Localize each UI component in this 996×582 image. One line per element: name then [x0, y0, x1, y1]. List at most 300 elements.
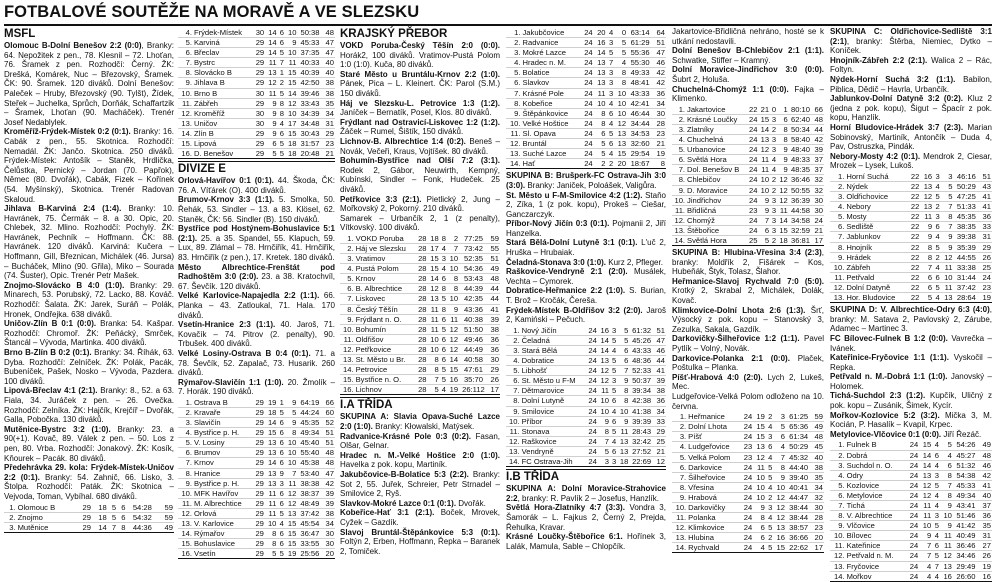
table-cell: 34: [653, 98, 666, 108]
table-cell: 28:64: [954, 293, 980, 303]
table-cell: 55:40: [297, 448, 322, 458]
table-cell: 77:25: [459, 234, 488, 244]
table-cell: 4.: [178, 428, 193, 438]
table-cell: 10.: [830, 531, 846, 541]
table-cell: 2.: [506, 38, 522, 48]
table-cell: 13: [614, 139, 627, 149]
table-cell: 9: [617, 376, 629, 386]
team-name: Velká Polom: [687, 452, 740, 462]
table-row: [178, 58, 335, 68]
table-cell: 8: [940, 490, 953, 500]
table-cell: 6: [932, 541, 940, 551]
match-report: FC Bílovec-Fulnek B 1:2 (0:0). Vavrečka – Ivánek.: [830, 333, 992, 353]
table-row: [340, 365, 500, 375]
team-name: Bohumín: [355, 324, 416, 334]
table-cell: 61:29: [627, 38, 653, 48]
table-row: [672, 124, 824, 134]
match-report: SKUPINA A: Dolní Moravice-Strahovice 2:2, branky: R. Pavlík 2 – Josefus, Hanzlík.: [506, 484, 666, 503]
table-cell: 13: [265, 68, 277, 78]
table-cell: 38: [323, 88, 336, 98]
table-cell: 22: [908, 232, 921, 242]
table-cell: 29: [252, 539, 264, 549]
table-row: [178, 98, 335, 108]
team-name: Dobrá: [846, 450, 907, 460]
table-cell: 7: [932, 561, 940, 571]
table-cell: 28: [415, 254, 427, 264]
table-cell: 24: [906, 521, 919, 531]
table-cell: 20: [322, 549, 335, 559]
table-cell: 6: [277, 488, 284, 498]
match-report: SKUPINA A: Slavia Opava-Suché Lazce 2:0 (1:0). Branky: Kłowalski, Matýsek.: [340, 412, 500, 431]
table-cell: 5: [607, 128, 615, 138]
table-cell: 30: [253, 108, 265, 118]
match-report: Metylovice-Vlčovice 0:1 (0:0). Jiří Řezáč.: [830, 429, 982, 439]
table-cell: 9: [758, 195, 770, 205]
table-cell: 6: [278, 38, 285, 48]
table-cell: 35: [323, 98, 336, 108]
table-cell: 5: [265, 149, 277, 159]
table-cell: 15: [758, 114, 770, 124]
match-reports: [830, 27, 992, 171]
table-cell: 12: [598, 376, 610, 386]
table-cell: 51:33: [954, 202, 980, 212]
table-cell: 4: [440, 264, 447, 274]
table-cell: 4: [919, 561, 932, 571]
table-cell: 8: [594, 108, 607, 118]
table-cell: 12: [447, 344, 459, 354]
table-row: [506, 446, 666, 456]
table-cell: 27:52: [629, 446, 653, 456]
table-cell: 47: [323, 48, 336, 58]
table-cell: 52: [322, 418, 335, 428]
table-cell: 2: [771, 235, 777, 245]
table-row: [830, 262, 992, 272]
table-cell: 7: [447, 243, 459, 253]
table-cell: 50:29: [954, 182, 980, 192]
table-cell: 9.: [672, 492, 687, 502]
team-name: Čeladná: [521, 335, 586, 345]
table-cell: 5: [617, 335, 629, 345]
table-cell: 11: [941, 262, 954, 272]
table-cell: 29: [252, 549, 264, 559]
table-cell: 7: [773, 452, 786, 462]
table-cell: 24: [906, 470, 919, 480]
table-cell: 6: [753, 523, 766, 533]
table-cell: 39:38: [954, 232, 980, 242]
table-cell: 40:58: [459, 355, 488, 365]
table-cell: 38:44: [786, 503, 811, 513]
table-cell: 3: [933, 212, 941, 222]
match-title: Bystřice pod Hostýnem-Bohuslavice 5:1 (2:1).: [178, 224, 335, 243]
table-cell: 5: [611, 335, 617, 345]
team-name: Příbor: [521, 416, 586, 426]
table-cell: 30: [322, 529, 335, 539]
table-cell: 5.: [178, 38, 193, 48]
standings-table: [4, 503, 174, 533]
table-row: [672, 235, 824, 245]
table-cell: 37: [979, 501, 992, 511]
table-row: [830, 222, 992, 232]
table-cell: 10: [919, 521, 932, 531]
table-cell: 7: [941, 202, 954, 212]
table-cell: 6: [617, 346, 629, 356]
table-cell: 24: [747, 135, 759, 145]
team-name: Český Těšín: [355, 304, 416, 314]
table-cell: 51: [979, 172, 992, 182]
table-cell: 24: [581, 98, 594, 108]
table-cell: 11.: [506, 128, 522, 138]
table-row: [506, 38, 666, 48]
table-cell: 2: [771, 124, 777, 134]
table-cell: 11: [428, 324, 440, 334]
table-row: [340, 334, 500, 344]
team-name: Suché Lazce: [522, 149, 581, 159]
match-report: Háj ve Slezsku-L. Petrovice 1:3 (1:2). Janíček – Bernatík, Posel, Klos. 80 diváků.: [340, 98, 500, 118]
table-cell: 24: [741, 412, 754, 422]
table-cell: 36:39: [789, 195, 812, 205]
table-cell: 52:33: [629, 366, 653, 376]
table-cell: 21: [654, 446, 666, 456]
table-cell: 5: [611, 366, 617, 376]
table-cell: 14: [594, 48, 607, 58]
table-cell: 24: [747, 145, 759, 155]
table-cell: 54:26: [953, 440, 979, 450]
table-cell: 5: [440, 375, 447, 385]
table-cell: 37:35: [297, 48, 322, 58]
table-cell: 29: [979, 242, 992, 252]
table-row: [506, 376, 666, 386]
column-4: [506, 27, 667, 551]
table-cell: 42:41: [627, 98, 653, 108]
match-report: Horní Bludovice-Hrádek 3:7 (2:3). Marian Sobinovský, Martiník, Antončík – Duda 4, Pav, Ostruszka, Pindák.: [830, 122, 992, 152]
match-report: Heřmanice-Slavoj Rychvald 7:0 (5:0). Krotký 2, Skrabal 2, Michálek, Dolák, Kovač.: [672, 276, 824, 306]
table-cell: 14: [265, 48, 277, 58]
table-cell: 22: [908, 282, 921, 292]
team-name: Krásné Loučky: [686, 114, 747, 124]
table-cell: 8: [428, 355, 440, 365]
match-title: FC Bílovec-Fulnek B 1:2 (0:0).: [830, 333, 948, 343]
table-cell: 12: [428, 284, 440, 294]
match-report: Kobeřice-Hať 3:1 (2:1). Boček, Mrovek, Cyžek – Gazdík.: [340, 508, 500, 527]
table-cell: 23: [653, 128, 666, 138]
table-cell: 29: [252, 448, 264, 458]
table-cell: 7.: [178, 58, 193, 68]
table-cell: 29: [253, 139, 265, 149]
table-cell: 10: [285, 108, 297, 118]
match-title: Stará Bělá-Dolní Lutyně 3:1 (0:1).: [506, 238, 638, 248]
table-cell: 47: [322, 468, 335, 478]
standings-table: [672, 412, 824, 553]
table-cell: 16.: [178, 549, 193, 559]
table-cell: 4: [933, 262, 941, 272]
table-row: [506, 108, 666, 118]
table-cell: 40:33: [297, 58, 322, 68]
match-report: Ludgeřovice-Velká Polom odloženo na 10. června.: [672, 391, 824, 411]
table-cell: 15: [285, 539, 297, 549]
table-cell: 8: [265, 529, 277, 539]
table-cell: 4: [766, 513, 774, 523]
table-row: [672, 165, 824, 175]
table-cell: 28: [415, 344, 427, 354]
table-cell: 10: [753, 472, 766, 482]
table-cell: 25: [747, 235, 759, 245]
team-name: Hor. Bludovice: [845, 293, 907, 303]
table-cell: 11: [428, 304, 440, 314]
table-row: [672, 503, 824, 513]
table-cell: 32: [812, 175, 824, 185]
table-cell: 36: [653, 88, 666, 98]
match-report: Jablunkov-Dolní Datyně 3:2 (0:2). Kluz 2 (jedna z pok. kopu), Šigut – Špacír z pok. kopu, Hanzlík.: [830, 94, 992, 123]
table-row: [672, 472, 824, 482]
column-2: [178, 27, 336, 559]
table-cell: 29: [76, 522, 92, 532]
table-cell: 33: [654, 416, 666, 426]
table-cell: 2: [594, 159, 607, 169]
table-row: [672, 543, 824, 553]
table-row: [4, 522, 174, 532]
table-cell: 29:54: [627, 149, 653, 159]
table-cell: 22: [908, 242, 921, 252]
table-cell: 55:30: [627, 58, 653, 68]
match-report: Mořkov-Kozlovice 5:2 (3:2). Mička 3, M. Kocián, P. Hasalík – Kvapil, Krpec.: [830, 410, 992, 430]
table-cell: 31: [979, 232, 992, 242]
team-name: Hnojník: [845, 242, 907, 252]
table-cell: 23: [747, 205, 759, 215]
table-cell: 24: [581, 128, 594, 138]
table-cell: 36: [979, 212, 992, 222]
table-cell: 24: [581, 118, 594, 128]
table-cell: 60: [322, 407, 335, 417]
table-cell: 13: [941, 293, 954, 303]
table-cell: 24: [747, 215, 759, 225]
team-name: Bystřice p. H.: [193, 478, 252, 488]
table-cell: 29: [76, 503, 92, 513]
table-cell: 7: [598, 436, 610, 446]
table-cell: 24: [741, 432, 754, 442]
table-cell: 6: [440, 314, 447, 324]
table-cell: 6: [940, 460, 953, 470]
table-cell: 5: [277, 549, 284, 559]
table-cell: 24: [741, 492, 754, 502]
table-cell: 13.: [830, 561, 846, 571]
table-cell: 30: [253, 88, 265, 98]
table-cell: 6: [617, 356, 629, 366]
table-cell: 35:39: [954, 242, 980, 252]
table-cell: 10: [614, 98, 627, 108]
match-report: Brumov-Krnov 3:3 (1:1). 5. Smolka, 50. Řehák, 53. Sindler – 13. a 83. Klösel, 62. Staněk, ČK: 56. Sindler (B). 150 diváků.: [178, 195, 336, 224]
table-cell: 4: [933, 182, 941, 192]
table-cell: 5: [440, 324, 447, 334]
table-cell: 6: [277, 498, 284, 508]
table-cell: 4.: [672, 135, 686, 145]
table-cell: 9: [941, 242, 954, 252]
table-cell: 6.: [506, 376, 521, 386]
table-cell: 9: [447, 304, 459, 314]
match-title: Chuchelná-Chomýž 1:1 (0:0).: [672, 84, 789, 94]
team-name: Hrabová: [687, 492, 740, 502]
section-heading-ib-trida: I.B TŘÍDA: [506, 469, 666, 483]
table-row: [506, 128, 666, 138]
table-cell: 41: [488, 304, 500, 314]
table-cell: 29:49: [953, 561, 979, 571]
table-cell: 5.: [830, 480, 846, 490]
section-heading-msfl: MSFL: [4, 28, 36, 40]
table-cell: 10.: [506, 416, 521, 426]
table-cell: 12: [919, 480, 932, 490]
table-cell: 10: [940, 511, 953, 521]
table-cell: 3: [941, 172, 954, 182]
table-cell: 6: [277, 458, 284, 468]
table-row: [340, 314, 500, 324]
team-name: D. Benešov: [193, 149, 253, 159]
table-cell: 18: [92, 503, 108, 513]
table-cell: 5.: [506, 366, 521, 376]
table-cell: 2.: [506, 335, 521, 345]
table-cell: 12: [285, 488, 297, 498]
table-cell: 12: [919, 490, 932, 500]
table-cell: 18: [285, 149, 297, 159]
match-title: Hnojník-Zábřeh 2:2 (2:1).: [830, 55, 928, 65]
table-cell: 2.: [4, 512, 17, 522]
table-cell: 73:42: [459, 243, 488, 253]
team-name: Kroměříž: [193, 108, 253, 118]
team-name: Bystrc: [193, 58, 253, 68]
table-cell: 28:43: [629, 426, 653, 436]
team-name: Ludgeřovice: [687, 442, 740, 452]
table-cell: 3: [932, 511, 940, 521]
team-name: Kobeřice: [522, 98, 581, 108]
table-cell: 6.: [340, 284, 355, 294]
table-row: [178, 478, 335, 488]
standings-table: [178, 28, 335, 159]
table-row: [830, 521, 992, 531]
table-cell: 29: [252, 519, 264, 529]
table-cell: 19: [653, 149, 666, 159]
table-cell: 14: [92, 522, 108, 532]
table-cell: 13: [614, 128, 627, 138]
table-cell: 9: [277, 468, 284, 478]
team-name: Šilheřovice: [687, 472, 740, 482]
team-name: Jindřichov: [686, 195, 747, 205]
table-cell: 10: [758, 185, 770, 195]
table-cell: 3: [611, 457, 617, 467]
table-row: [672, 492, 824, 502]
match-report: Čeladná-Stonava 3:0 (1:0). Kurz 2, Pfleger.: [506, 257, 663, 267]
table-cell: 8: [753, 513, 766, 523]
table-cell: 2.: [830, 182, 845, 192]
team-name: Bolatice: [522, 68, 581, 78]
match-report: Jakartovice-Břidličná nehráno, hosté se k utkání nedostavili.: [672, 27, 824, 46]
table-cell: 6: [440, 274, 447, 284]
table-cell: 3: [771, 195, 777, 205]
team-name: Dolní Lutyně: [521, 396, 586, 406]
table-cell: 10.: [506, 118, 522, 128]
table-cell: 34:58: [789, 215, 812, 225]
table-cell: 3: [771, 145, 777, 155]
match-title: Lichnov-B. Albrechtice 1:4 (0:2).: [340, 136, 466, 146]
table-cell: 31: [979, 531, 992, 541]
match-title: SKUPINA B: Hlubina-Vřesina 3:4 (2:3): [672, 248, 822, 258]
table-cell: 50:37: [629, 376, 653, 386]
table-cell: 3: [766, 503, 774, 513]
team-name: Zlatníky: [686, 124, 747, 134]
standings-table: [506, 326, 666, 467]
table-row: [340, 284, 500, 294]
match-report: Stará Bělá-Dolní Lutyně 3:1 (0:1). L'uč 2, Hruška – Hrubaiak.: [506, 238, 666, 258]
table-cell: 12: [285, 498, 297, 508]
table-cell: 8.: [178, 468, 193, 478]
table-cell: 2: [766, 412, 774, 422]
team-name: Klimkovice: [687, 523, 740, 533]
table-cell: 3: [771, 114, 777, 124]
table-row: [340, 294, 500, 304]
table-cell: 8: [777, 135, 789, 145]
table-cell: 1.: [830, 172, 845, 182]
table-cell: 33:55: [297, 539, 322, 549]
table-cell: 18: [92, 512, 108, 522]
table-cell: 24: [581, 28, 594, 38]
table-cell: 61:34: [786, 432, 811, 442]
table-cell: 11: [447, 314, 459, 324]
team-name: Ostrava B: [193, 398, 252, 408]
table-cell: 10.: [178, 488, 193, 498]
table-cell: 15: [919, 440, 932, 450]
table-cell: 5: [920, 293, 933, 303]
table-row: [506, 68, 666, 78]
table-cell: 9: [940, 501, 953, 511]
match-report: Píšť-Hrabová 4:0 (2:0). Lych 2, Lukeš, Mec.: [672, 372, 824, 392]
table-cell: 9: [265, 98, 277, 108]
table-cell: 2: [771, 175, 777, 185]
table-cell: 1: [277, 398, 284, 408]
table-row: [178, 407, 335, 417]
table-cell: 29: [76, 512, 92, 522]
table-cell: 24: [906, 571, 919, 581]
match-report: Hnojník-Zábřeh 2:2 (2:1). Walica 2 – Rác, Foltyn.: [830, 55, 992, 75]
table-row: [506, 366, 666, 376]
table-cell: 13.: [506, 446, 521, 456]
table-cell: 47: [323, 38, 336, 48]
match-title: Kroměříž-Frýdek-Místek 0:2 (0:1).: [4, 127, 131, 137]
table-cell: 44:55: [954, 252, 980, 262]
table-row: [340, 324, 500, 334]
table-cell: 8.: [340, 304, 355, 314]
table-cell: 51: [653, 38, 666, 48]
table-cell: 24: [581, 139, 594, 149]
team-name: MFK Havířov: [193, 488, 252, 498]
table-row: [830, 501, 992, 511]
table-cell: 45:40: [297, 438, 322, 448]
table-cell: 40:38: [459, 314, 488, 324]
table-row: [672, 432, 824, 442]
team-name: Uničov: [193, 118, 253, 128]
table-cell: 32:59: [789, 225, 812, 235]
table-row: [506, 386, 666, 396]
table-cell: 28: [653, 118, 666, 128]
table-row: [178, 128, 335, 138]
team-name: Lichnov: [355, 385, 416, 395]
table-cell: 24: [906, 511, 919, 521]
team-name: Dol. Benešov B: [686, 165, 747, 175]
section-heading-divize-e: DIVIZE E: [178, 161, 335, 175]
table-cell: 26: [979, 551, 992, 561]
table-cell: 29: [252, 508, 264, 518]
team-name: Jakubčovice: [522, 28, 581, 38]
match-report: Tichá-Suchdol 2:3 (1:2). Kupčík, Uličný z pok. kopu – Zusánik, Šimek, Kycír.: [830, 391, 992, 411]
table-cell: 24: [586, 426, 598, 436]
match-report: Petřvald n. M.-Dobrá 1:1 (1:0). Janovský – Holomek.: [830, 372, 992, 391]
table-cell: 48: [488, 274, 500, 284]
